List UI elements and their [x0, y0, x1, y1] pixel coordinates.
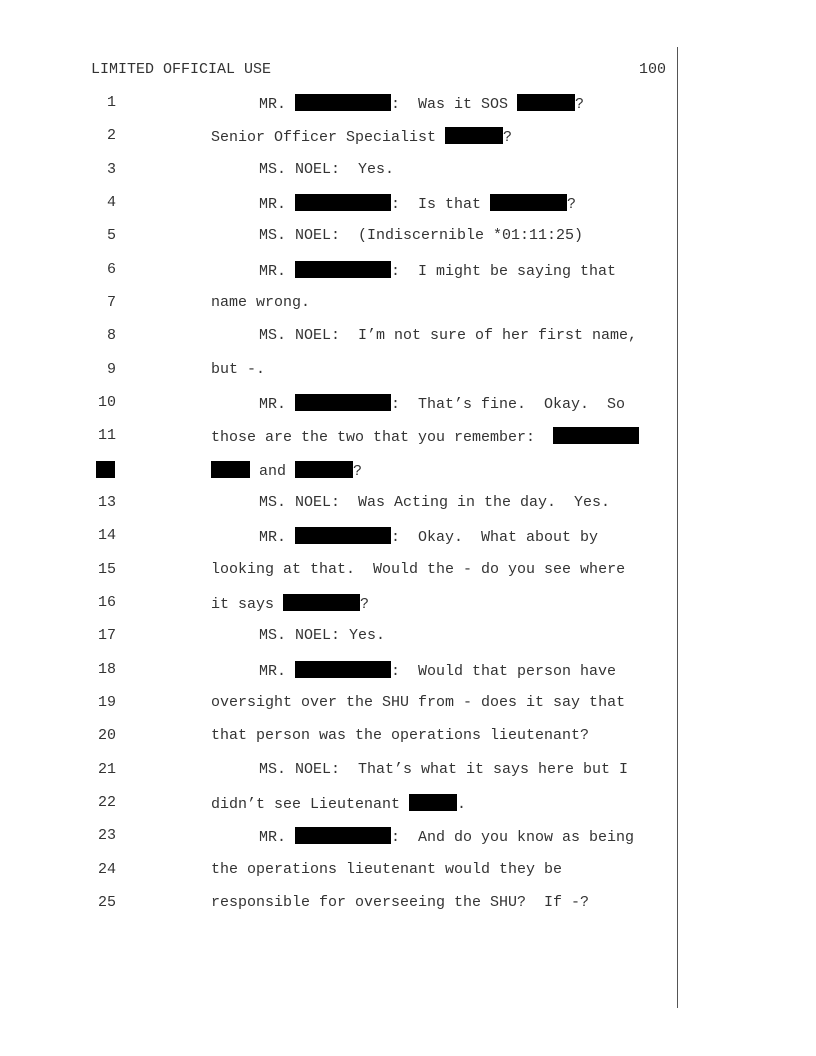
redaction-box [295, 461, 353, 478]
transcript-line [0, 261, 816, 294]
line-number [86, 461, 116, 480]
line-text: the operations lieutenant would they be [211, 861, 563, 878]
line-number: 18 [97, 661, 116, 678]
line-text: Senior Officer Specialist ? [211, 129, 513, 146]
transcript-line [0, 894, 816, 927]
line-text: and ? [211, 461, 362, 480]
line-number: 7 [106, 294, 116, 311]
line-text: MS. NOEL: Was Acting in the day. Yes. [259, 494, 611, 511]
transcript-line [0, 227, 816, 260]
line-number: 5 [106, 227, 116, 244]
transcript-line [0, 594, 816, 627]
line-number: 17 [97, 627, 116, 644]
line-text: those are the two that you remember: [211, 427, 639, 446]
line-number: 16 [97, 594, 116, 611]
line-text: MS. NOEL: Yes. [259, 161, 395, 178]
transcript-line [0, 694, 816, 727]
redaction-box [553, 427, 639, 444]
line-text: it says ? [211, 596, 370, 613]
transcript-line [0, 461, 816, 494]
line-text: MR. : Would that person have [259, 663, 617, 680]
redaction-box [283, 594, 360, 611]
line-number: 22 [97, 794, 116, 811]
line-text: but -. [211, 361, 266, 378]
line-text: MS. NOEL: I’m not sure of her first name, [259, 327, 638, 344]
redaction-box [295, 194, 391, 211]
line-text: oversight over the SHU from - does it say that [211, 694, 626, 711]
line-number: 19 [97, 694, 116, 711]
line-number: 3 [106, 161, 116, 178]
transcript-line [0, 494, 816, 527]
line-number: 21 [97, 761, 116, 778]
line-number: 2 [106, 127, 116, 144]
transcript-line [0, 94, 816, 127]
transcript-line [0, 327, 816, 360]
transcript-line [0, 194, 816, 227]
page-number: 100 [638, 61, 666, 78]
transcript-line [0, 561, 816, 594]
line-text: MS. NOEL: That’s what it says here but I [259, 761, 629, 778]
line-number: 24 [97, 861, 116, 878]
redaction-box [295, 661, 391, 678]
line-number: 11 [97, 427, 116, 444]
line-text: MR. : Okay. What about by [259, 529, 599, 546]
transcript-line [0, 394, 816, 427]
transcript-line [0, 127, 816, 160]
redaction-box [409, 794, 457, 811]
line-text: MS. NOEL: Yes. [259, 627, 386, 644]
line-text: MR. : And do you know as being [259, 829, 635, 846]
transcript-line [0, 294, 816, 327]
line-text: MR. : Is that ? [259, 196, 577, 213]
line-number: 6 [106, 261, 116, 278]
transcript-line [0, 361, 816, 394]
redaction-box [295, 527, 391, 544]
line-number: 8 [106, 327, 116, 344]
transcript-line [0, 527, 816, 560]
line-number: 14 [97, 527, 116, 544]
transcript-line [0, 794, 816, 827]
redaction-box [445, 127, 503, 144]
line-text: looking at that. Would the - do you see where [211, 561, 626, 578]
line-number: 23 [97, 827, 116, 844]
transcript-line [0, 627, 816, 660]
redaction-box [211, 461, 250, 478]
line-number: 1 [106, 94, 116, 111]
redaction-box [295, 394, 391, 411]
line-number: 9 [106, 361, 116, 378]
transcript-line [0, 861, 816, 894]
transcript-line [0, 427, 816, 460]
transcript-line [0, 727, 816, 760]
transcript-line [0, 761, 816, 794]
redaction-box [490, 194, 567, 211]
redaction-box [96, 461, 115, 478]
line-text: name wrong. [211, 294, 311, 311]
line-text: MR. : That’s fine. Okay. So [259, 396, 626, 413]
redaction-box [295, 261, 391, 278]
line-number: 20 [97, 727, 116, 744]
line-number: 13 [97, 494, 116, 511]
line-text: responsible for overseeing the SHU? If -? [211, 894, 590, 911]
line-text: that person was the operations lieutenant? [211, 727, 590, 744]
line-number: 4 [106, 194, 116, 211]
line-text: MS. NOEL: (Indiscernible *01:11:25) [259, 227, 584, 244]
transcript-line [0, 827, 816, 860]
redaction-box [295, 827, 391, 844]
line-number: 25 [97, 894, 116, 911]
line-text: MR. : Was it SOS ? [259, 96, 585, 113]
redaction-box [295, 94, 391, 111]
transcript-line [0, 161, 816, 194]
redaction-box [517, 94, 575, 111]
line-text: didn’t see Lieutenant . [211, 796, 467, 813]
transcript-line [0, 661, 816, 694]
header-classification: LIMITED OFFICIAL USE [91, 61, 272, 78]
line-number: 15 [97, 561, 116, 578]
line-text: MR. : I might be saying that [259, 263, 617, 280]
line-number: 10 [97, 394, 116, 411]
